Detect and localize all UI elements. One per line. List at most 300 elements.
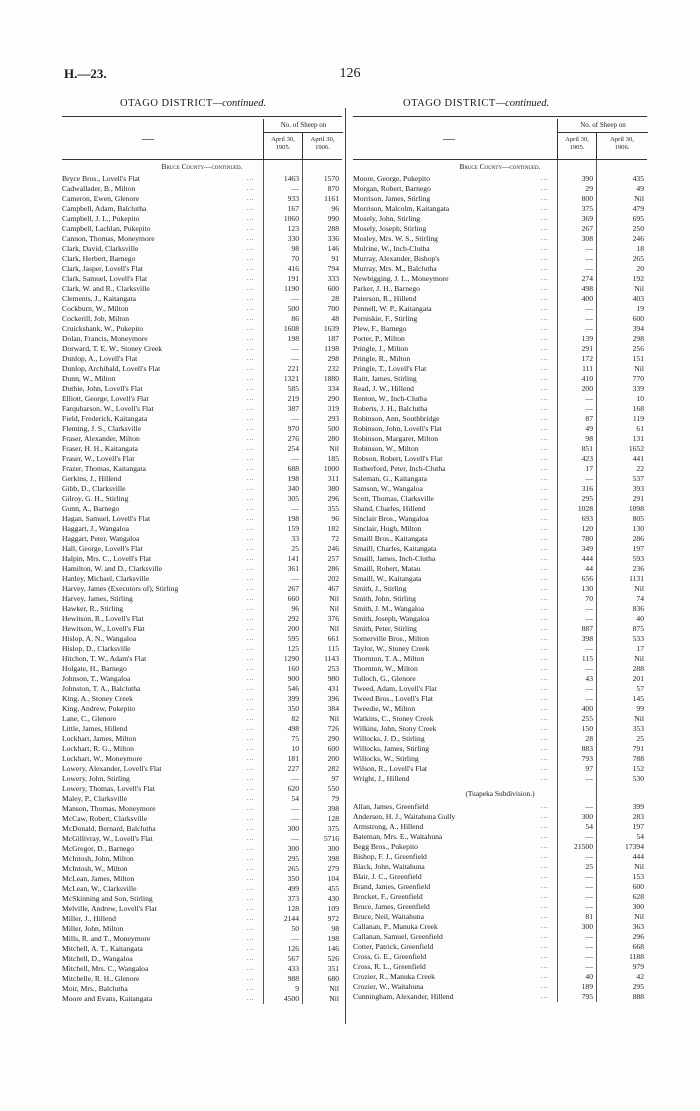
header-dash: — bbox=[142, 131, 154, 145]
leader-dots: ... bbox=[541, 216, 549, 222]
leader-dots: ... bbox=[247, 446, 255, 452]
sheep-1906: 805 bbox=[632, 514, 644, 523]
sheep-1906: 257 bbox=[327, 554, 339, 563]
sheep-1906: 151 bbox=[632, 354, 644, 363]
sheep-1906: 398 bbox=[327, 804, 339, 813]
owner-name: Farquharson, W., Lovell's Flat bbox=[62, 404, 154, 413]
leader-dots: ... bbox=[247, 706, 255, 712]
sheep-1906: 295 bbox=[632, 982, 644, 991]
owner-name: Crozier, R., Manuka Creek bbox=[353, 972, 435, 981]
sheep-1906: Nil bbox=[329, 594, 339, 603]
right-district-title: OTAGO DISTRICT—continued. bbox=[403, 98, 550, 109]
owner-name: Allan, James, Greenfield bbox=[353, 802, 429, 811]
sheep-1906: 441 bbox=[632, 454, 644, 463]
sheep-1906: 232 bbox=[327, 364, 339, 373]
sheep-1905: — bbox=[585, 604, 593, 613]
sheep-1906: 311 bbox=[327, 474, 339, 483]
sheep-1906: 875 bbox=[632, 624, 644, 633]
sheep-1906: Nil bbox=[634, 654, 644, 663]
sheep-1905: — bbox=[585, 942, 593, 951]
table-row bbox=[353, 872, 647, 882]
owner-name: Robinson, Margaret, Milton bbox=[353, 434, 439, 443]
sheep-1906: 74 bbox=[636, 594, 644, 603]
table-row bbox=[62, 974, 342, 984]
sheep-1906: 1143 bbox=[324, 654, 339, 663]
owner-name: Cotter, Patrick, Greenfield bbox=[353, 942, 434, 951]
table-row bbox=[62, 774, 342, 784]
leader-dots: ... bbox=[247, 456, 255, 462]
leader-dots: ... bbox=[247, 916, 255, 922]
sheep-1906: 393 bbox=[632, 484, 644, 493]
table-row bbox=[353, 454, 647, 464]
owner-name: Robson, Robert, Lovell's Flat bbox=[353, 454, 443, 463]
owner-name: Renton, W., Inch-Clutha bbox=[353, 394, 428, 403]
sheep-1906: 17 bbox=[636, 644, 644, 653]
owner-name: Tweedie, W., Milton bbox=[353, 704, 416, 713]
sheep-1905: 33 bbox=[291, 534, 299, 543]
owner-name: Mosley, Mrs. W. S., Stirling bbox=[353, 234, 438, 243]
leader-dots: ... bbox=[541, 884, 549, 890]
owner-name: Dunlop, A., Lovell's Flat bbox=[62, 354, 138, 363]
sheep-1906: 18 bbox=[636, 244, 644, 253]
sheep-1905: — bbox=[291, 814, 299, 823]
sheep-1905: — bbox=[585, 474, 593, 483]
sheep-1905: 1290 bbox=[283, 654, 299, 663]
owner-name: Morrison, Malcolm, Kaitangata bbox=[353, 204, 450, 213]
sheep-1905: 98 bbox=[585, 434, 593, 443]
table-row bbox=[62, 924, 342, 934]
table-row bbox=[62, 624, 342, 634]
column-rule bbox=[263, 160, 264, 1004]
sheep-1906: 198 bbox=[327, 934, 339, 943]
leader-dots: ... bbox=[541, 406, 549, 412]
table-row bbox=[62, 744, 342, 754]
sheep-1906: 455 bbox=[327, 884, 339, 893]
leader-dots: ... bbox=[247, 816, 255, 822]
leader-dots: ... bbox=[247, 556, 255, 562]
sheep-1905: 398 bbox=[581, 634, 593, 643]
sheep-1905: 567 bbox=[287, 954, 299, 963]
sheep-count-header: No. of Sheep on bbox=[557, 119, 648, 133]
table-row bbox=[62, 654, 342, 664]
owner-name: Shand, Charles, Hillend bbox=[353, 504, 426, 513]
table-row bbox=[353, 664, 647, 674]
sheep-1906: 1198 bbox=[324, 344, 339, 353]
sheep-1906: 375 bbox=[327, 824, 339, 833]
table-row bbox=[62, 564, 342, 574]
sheep-1905: 300 bbox=[581, 812, 593, 821]
owner-name: Smaill, W., Kaitangata bbox=[353, 574, 422, 583]
leader-dots: ... bbox=[541, 376, 549, 382]
table-row bbox=[62, 994, 342, 1004]
sheep-1906: 403 bbox=[632, 294, 644, 303]
table-row bbox=[353, 264, 647, 274]
owner-name: Smith, John, Stirling bbox=[353, 594, 416, 603]
owner-name: Miller, John, Milton bbox=[62, 924, 124, 933]
owner-name: Tulloch, G., Glenore bbox=[353, 674, 416, 683]
sheep-1906: 250 bbox=[632, 224, 644, 233]
sheep-1905: — bbox=[585, 902, 593, 911]
sheep-1906: 526 bbox=[327, 954, 339, 963]
sheep-1906: 79 bbox=[331, 794, 339, 803]
sheep-1905: — bbox=[291, 574, 299, 583]
sheep-1906: 152 bbox=[632, 764, 644, 773]
sheep-1906: 280 bbox=[327, 434, 339, 443]
owner-name: Clark, W. and R., Clarksville bbox=[62, 284, 150, 293]
sheep-1905: 295 bbox=[287, 854, 299, 863]
sheep-1905: — bbox=[585, 872, 593, 881]
leader-dots: ... bbox=[247, 496, 255, 502]
table-row bbox=[62, 444, 342, 454]
leader-dots: ... bbox=[541, 646, 549, 652]
sheep-1906: 376 bbox=[327, 614, 339, 623]
leader-dots: ... bbox=[541, 874, 549, 880]
table-row bbox=[353, 684, 647, 694]
table-row bbox=[353, 304, 647, 314]
sheep-1905: 191 bbox=[287, 274, 299, 283]
leader-dots: ... bbox=[541, 934, 549, 940]
sheep-1905: — bbox=[291, 294, 299, 303]
leader-dots: ... bbox=[541, 726, 549, 732]
sheep-1905: 267 bbox=[287, 584, 299, 593]
sheep-1906: 130 bbox=[632, 524, 644, 533]
owner-name: McCaw, Robert, Clarksville bbox=[62, 814, 148, 823]
table-row bbox=[353, 424, 647, 434]
table-row bbox=[62, 414, 342, 424]
leader-dots: ... bbox=[247, 896, 255, 902]
owner-name: Lockhart, R. G., Milton bbox=[62, 744, 134, 753]
leader-dots: ... bbox=[247, 486, 255, 492]
owner-name: Parker, J. H., Barnego bbox=[353, 284, 420, 293]
owner-name: Andersen, H. J., Waitahuna Gully bbox=[353, 812, 456, 821]
leader-dots: ... bbox=[247, 416, 255, 422]
sheep-1906: 380 bbox=[327, 484, 339, 493]
sheep-1906: Nil bbox=[634, 584, 644, 593]
sheep-1906: 202 bbox=[327, 574, 339, 583]
sheep-1905: — bbox=[585, 264, 593, 273]
sheep-1905: 25 bbox=[291, 544, 299, 553]
leader-dots: ... bbox=[247, 936, 255, 942]
table-row bbox=[353, 862, 647, 872]
leader-dots: ... bbox=[541, 246, 549, 252]
leader-dots: ... bbox=[247, 716, 255, 722]
leader-dots: ... bbox=[247, 886, 255, 892]
table-row bbox=[353, 514, 647, 524]
table-row bbox=[353, 554, 647, 564]
sheep-1905: 349 bbox=[581, 544, 593, 553]
owner-name: Mitchell, A. T., Kaitangata bbox=[62, 944, 143, 953]
sheep-1905: 274 bbox=[581, 274, 593, 283]
owner-name: Hewitson, W., Lovell's Flat bbox=[62, 624, 145, 633]
leader-dots: ... bbox=[247, 606, 255, 612]
owner-name: Hamilton, W. and D., Clarksville bbox=[62, 564, 162, 573]
sheep-1906: 61 bbox=[636, 424, 644, 433]
sheep-1905: 40 bbox=[585, 972, 593, 981]
owner-name: Field, Frederick, Kaitangata bbox=[62, 414, 148, 423]
owner-name: Manson, Thomas, Moneymore bbox=[62, 804, 156, 813]
leader-dots: ... bbox=[541, 706, 549, 712]
table-row bbox=[353, 244, 647, 254]
leader-dots: ... bbox=[247, 436, 255, 442]
sheep-1906: 49 bbox=[636, 184, 644, 193]
table-row bbox=[353, 564, 647, 574]
table-row bbox=[62, 984, 342, 994]
sheep-1906: 17394 bbox=[625, 842, 644, 851]
sheep-1905: — bbox=[585, 882, 593, 891]
sheep-1906: 48 bbox=[331, 314, 339, 323]
table-row bbox=[353, 902, 647, 912]
table-row bbox=[353, 832, 647, 842]
leader-dots: ... bbox=[247, 806, 255, 812]
sheep-1906: 336 bbox=[327, 234, 339, 243]
owner-name: Fraser, Alexander, Milton bbox=[62, 434, 140, 443]
leader-dots: ... bbox=[247, 476, 255, 482]
owner-name: Pringle, R., Milton bbox=[353, 354, 411, 363]
sheep-1905: 620 bbox=[287, 784, 299, 793]
leader-dots: ... bbox=[247, 646, 255, 652]
sheep-1906: 182 bbox=[327, 524, 339, 533]
leader-dots: ... bbox=[541, 954, 549, 960]
table-row bbox=[62, 724, 342, 734]
sheep-1905: 254 bbox=[287, 444, 299, 453]
owner-name: Haggart, Peter, Wangaloa bbox=[62, 534, 140, 543]
sheep-1906: 145 bbox=[632, 694, 644, 703]
sheep-1906: 96 bbox=[331, 204, 339, 213]
table-row bbox=[62, 264, 342, 274]
sheep-1906: 98 bbox=[331, 924, 339, 933]
sheep-1905: 181 bbox=[287, 754, 299, 763]
table-row bbox=[353, 584, 647, 594]
leader-dots: ... bbox=[541, 776, 549, 782]
owner-name: Harvey, James (Executors of), Stirling bbox=[62, 584, 179, 593]
owner-name: Willocks, James, Stirling bbox=[353, 744, 430, 753]
table-row bbox=[353, 494, 647, 504]
leader-dots: ... bbox=[541, 536, 549, 542]
sheep-1906: 394 bbox=[632, 324, 644, 333]
leader-dots: ... bbox=[247, 506, 255, 512]
sheep-1906: 430 bbox=[327, 894, 339, 903]
sheep-1906: 500 bbox=[327, 424, 339, 433]
sheep-1906: 355 bbox=[327, 504, 339, 513]
sheep-1906: 246 bbox=[327, 544, 339, 553]
sheep-1906: 435 bbox=[632, 174, 644, 183]
owner-name: Mitchell, D., Wangaloa bbox=[62, 954, 133, 963]
sheep-1906: 236 bbox=[632, 564, 644, 573]
sheep-1906: 286 bbox=[327, 564, 339, 573]
table-row bbox=[353, 484, 647, 494]
table-row bbox=[353, 204, 647, 214]
leader-dots: ... bbox=[247, 956, 255, 962]
leader-dots: ... bbox=[541, 746, 549, 752]
table-row bbox=[353, 284, 647, 294]
year-1906-header: April 30, 1906. bbox=[302, 132, 342, 159]
sheep-1905: 128 bbox=[287, 904, 299, 913]
sheep-1905: 10 bbox=[291, 744, 299, 753]
sheep-1905: 130 bbox=[581, 584, 593, 593]
sheep-1906: 91 bbox=[331, 254, 339, 263]
sheep-1906: 444 bbox=[632, 852, 644, 861]
table-row bbox=[353, 534, 647, 544]
sheep-1905: 125 bbox=[287, 644, 299, 653]
sheep-1905: 198 bbox=[287, 514, 299, 523]
sheep-1905: 361 bbox=[287, 564, 299, 573]
owner-name: Cunningham, Alexander, Hillend bbox=[353, 992, 454, 1001]
owner-name: Holgate, H., Barnego bbox=[62, 664, 127, 673]
sheep-1906: 279 bbox=[327, 864, 339, 873]
table-row bbox=[62, 934, 342, 944]
leader-dots: ... bbox=[541, 366, 549, 372]
sheep-1905: 81 bbox=[585, 912, 593, 921]
table-row bbox=[62, 884, 342, 894]
leader-dots: ... bbox=[541, 566, 549, 572]
table-row bbox=[62, 524, 342, 534]
sheep-1905: 688 bbox=[287, 464, 299, 473]
owner-name: Samson, W., Wangaloa bbox=[353, 484, 423, 493]
owner-name: Frazer, Thomas, Kaitangata bbox=[62, 464, 146, 473]
owner-name: Clark, Jasper, Lovell's Flat bbox=[62, 264, 143, 273]
owner-name: Johnson, T., Wangaloa bbox=[62, 674, 131, 683]
leader-dots: ... bbox=[541, 386, 549, 392]
table-row bbox=[353, 952, 647, 962]
sheep-1905: — bbox=[585, 404, 593, 413]
owner-name: McIntosh, John, Milton bbox=[62, 854, 134, 863]
leader-dots: ... bbox=[541, 824, 549, 830]
sheep-1906: 384 bbox=[327, 704, 339, 713]
table-row bbox=[353, 224, 647, 234]
owner-name: Smith, Peter, Stirling bbox=[353, 624, 417, 633]
sheep-1906: Nil bbox=[329, 444, 339, 453]
table-row bbox=[62, 194, 342, 204]
leader-dots: ... bbox=[541, 526, 549, 532]
owner-name: Gerkins, J., Hillend bbox=[62, 474, 122, 483]
sheep-1905: 198 bbox=[287, 474, 299, 483]
table-row bbox=[62, 954, 342, 964]
sheep-1906: Nil bbox=[329, 714, 339, 723]
sheep-1906: 870 bbox=[327, 184, 339, 193]
sheep-1905: 1028 bbox=[577, 504, 593, 513]
sheep-1905: — bbox=[585, 304, 593, 313]
leader-dots: ... bbox=[247, 676, 255, 682]
leader-dots: ... bbox=[541, 666, 549, 672]
leader-dots: ... bbox=[247, 546, 255, 552]
sheep-1905: — bbox=[585, 802, 593, 811]
sheep-1905: — bbox=[585, 664, 593, 673]
sheep-1905: 433 bbox=[287, 964, 299, 973]
sheep-1906: 256 bbox=[632, 344, 644, 353]
sheep-1905: 70 bbox=[585, 594, 593, 603]
owner-name: Pringle, T., Lovell's Flat bbox=[353, 364, 427, 373]
sheep-1905: — bbox=[585, 254, 593, 263]
column-divider bbox=[345, 108, 346, 1024]
table-row bbox=[62, 354, 342, 364]
leader-dots: ... bbox=[541, 256, 549, 262]
table-row bbox=[353, 992, 647, 1002]
leader-dots: ... bbox=[247, 986, 255, 992]
table-row bbox=[62, 824, 342, 834]
owner-name: Begg Bros., Pukepito bbox=[353, 842, 418, 851]
table-row bbox=[353, 972, 647, 982]
sheep-1905: 150 bbox=[581, 724, 593, 733]
owner-name: Cross, R. L., Greenfield bbox=[353, 962, 426, 971]
leader-dots: ... bbox=[541, 496, 549, 502]
table-row bbox=[62, 784, 342, 794]
sheep-1906: 972 bbox=[327, 914, 339, 923]
sheep-1906: 537 bbox=[632, 474, 644, 483]
owner-name: Porter, P., Milton bbox=[353, 334, 405, 343]
leader-dots: ... bbox=[541, 336, 549, 342]
owner-name: Cannon, Thomas, Moneymore bbox=[62, 234, 155, 243]
leader-dots: ... bbox=[247, 536, 255, 542]
leader-dots: ... bbox=[247, 276, 255, 282]
leader-dots: ... bbox=[541, 576, 549, 582]
sheep-1905: 795 bbox=[581, 992, 593, 1001]
sheep-1906: 398 bbox=[327, 854, 339, 863]
sheep-1905: 1608 bbox=[283, 324, 299, 333]
sheep-1905: 887 bbox=[581, 624, 593, 633]
leader-dots: ... bbox=[541, 864, 549, 870]
table-row bbox=[353, 734, 647, 744]
leader-dots: ... bbox=[247, 836, 255, 842]
owner-name: King, Andrew, Pukepito bbox=[62, 704, 136, 713]
sheep-1906: 146 bbox=[327, 244, 339, 253]
leader-dots: ... bbox=[247, 186, 255, 192]
sheep-1906: 1639 bbox=[323, 324, 339, 333]
leader-dots: ... bbox=[247, 236, 255, 242]
owner-name: Robinson, John, Lovell's Flat bbox=[353, 424, 442, 433]
table-row bbox=[353, 674, 647, 684]
sheep-1905: 410 bbox=[581, 374, 593, 383]
table-row bbox=[62, 844, 342, 854]
table-row bbox=[62, 554, 342, 564]
sheep-1905: 96 bbox=[291, 604, 299, 613]
sheep-1905: 4500 bbox=[283, 994, 299, 1003]
sheep-1906: 97 bbox=[331, 774, 339, 783]
table-row bbox=[62, 484, 342, 494]
sheep-1906: 979 bbox=[632, 962, 644, 971]
table-row bbox=[353, 504, 647, 514]
owner-name: Dunlop, Archibald, Lovell's Flat bbox=[62, 364, 161, 373]
sheep-1905: 87 bbox=[585, 414, 593, 423]
table-row bbox=[62, 234, 342, 244]
owner-name: Lowery, Alexander, Lovell's Flat bbox=[62, 764, 162, 773]
sheep-1905: 198 bbox=[287, 334, 299, 343]
sheep-1905: 54 bbox=[585, 822, 593, 831]
sheep-1906: 197 bbox=[632, 544, 644, 553]
table-row bbox=[62, 664, 342, 674]
sheep-1906: 99 bbox=[636, 704, 644, 713]
sheep-1906: 291 bbox=[632, 494, 644, 503]
table-body bbox=[62, 160, 342, 1004]
sheep-1905: 399 bbox=[287, 694, 299, 703]
leader-dots: ... bbox=[541, 266, 549, 272]
leader-dots: ... bbox=[541, 556, 549, 562]
year-1905-header: April 30, 1905. bbox=[263, 132, 302, 159]
sheep-1906: 593 bbox=[632, 554, 644, 563]
table-row bbox=[62, 604, 342, 614]
owner-name: Roberts, J. H., Balclutha bbox=[353, 404, 428, 413]
leader-dots: ... bbox=[247, 376, 255, 382]
owner-name: Hanley, Michael, Clarksville bbox=[62, 574, 150, 583]
sheep-1906: 283 bbox=[632, 812, 644, 821]
table-row bbox=[62, 574, 342, 584]
leader-dots: ... bbox=[247, 736, 255, 742]
sheep-1905: 123 bbox=[287, 224, 299, 233]
sheep-1905: 988 bbox=[287, 974, 299, 983]
leader-dots: ... bbox=[541, 306, 549, 312]
table-row bbox=[62, 704, 342, 714]
leader-dots: ... bbox=[541, 436, 549, 442]
sheep-1905: 585 bbox=[287, 384, 299, 393]
